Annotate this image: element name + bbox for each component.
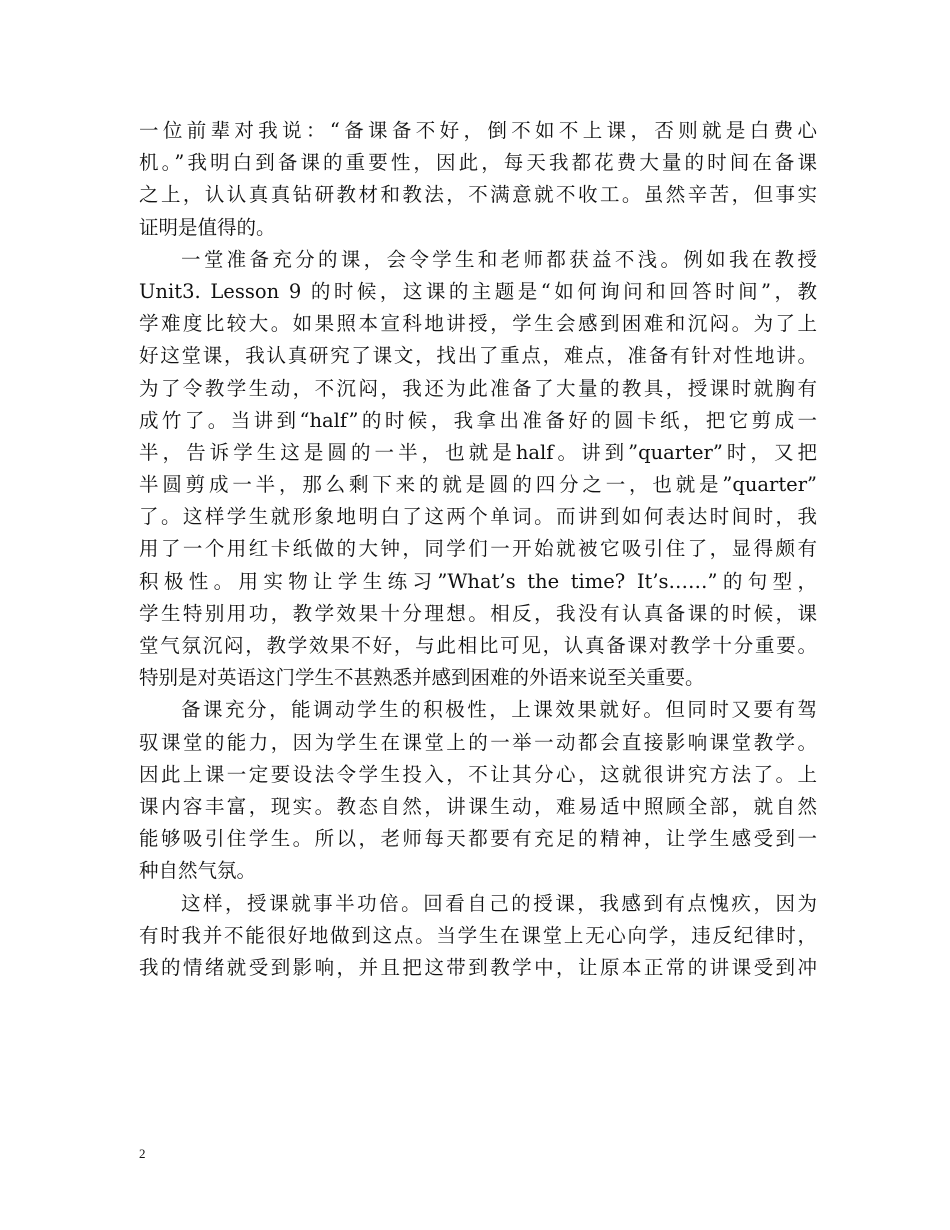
text-line: 堂气氛沉闷，教学效果不好，与此相比可见，认真备课对教学十分重要。 bbox=[139, 634, 817, 657]
text-line: 因此上课一定要设法令学生投入，不让其分心，这就很讲究方法了。上 bbox=[139, 762, 817, 786]
text-line: 我的情绪就受到影响，并且把这带到教学中，让原本正常的讲课受到冲 bbox=[139, 955, 817, 979]
paragraph bbox=[139, 694, 817, 887]
body-text bbox=[139, 115, 817, 984]
text-line: 备课充分，能调动学生的积极性，上课效果就好。但同时又要有驾 bbox=[181, 698, 817, 722]
text-line: 半，告诉学生这是圆的一半，也就是half。讲到”quarter”时，又把 bbox=[139, 440, 817, 464]
text-line: 之上，认认真真钻研教材和教法，不满意就不收工。虽然辛苦，但事实 bbox=[139, 183, 817, 207]
text-line: 有时我并不能很好地做到这点。当学生在课堂上无心向学，违反纪律时， bbox=[139, 923, 817, 947]
text-line: 积极性。用实物让学生练习”What’s the time? It’s……”的句型， bbox=[139, 569, 817, 593]
page-number: 2 bbox=[139, 1146, 146, 1161]
text-line: 这样，授课就事半功倍。回看自己的授课，我感到有点愧疚，因为 bbox=[181, 891, 817, 915]
text-line: 课内容丰富，现实。教态自然，讲课生动，难易适中照顾全部，就自然 bbox=[139, 794, 817, 818]
text-line: 了。这样学生就形象地明白了这两个单词。而讲到如何表达时间时，我 bbox=[139, 505, 817, 529]
text-line: 一位前辈对我说：“备课备不好，倒不如不上课，否则就是白费心 bbox=[139, 119, 817, 142]
text-line: 证明是值得的。 bbox=[139, 215, 276, 239]
text-line: 机。”我明白到备课的重要性，因此，每天我都花费大量的时间在备课 bbox=[139, 151, 817, 175]
text-line: 能够吸引住学生。所以，老师每天都要有充足的精神，让学生感受到一 bbox=[139, 827, 817, 851]
text-line: 一堂准备充分的课，会令学生和老师都获益不浅。例如我在教授 bbox=[181, 247, 817, 271]
text-line: 用了一个用红卡纸做的大钟，同学们一开始就被它吸引住了，显得颇有 bbox=[139, 537, 817, 561]
text-line: 学生特别用功，教学效果十分理想。相反，我没有认真备课的时候，课 bbox=[139, 601, 817, 625]
paragraph bbox=[139, 115, 817, 244]
text-line: 种自然气氛。 bbox=[139, 859, 257, 883]
text-line: 好这堂课，我认真研究了课文，找出了重点，难点，准备有针对性地讲。 bbox=[139, 344, 817, 368]
text-line: 为了令教学生动，不沉闷，我还为此准备了大量的教具，授课时就胸有 bbox=[139, 376, 817, 400]
text-line: 学难度比较大。如果照本宣科地讲授，学生会感到困难和沉闷。为了上 bbox=[139, 312, 817, 336]
text-line: 成竹了。当讲到“half”的时候，我拿出准备好的圆卡纸，把它剪成一 bbox=[139, 408, 817, 432]
paragraph bbox=[139, 888, 817, 985]
text-line: 驭课堂的能力，因为学生在课堂上的一举一动都会直接影响课堂教学。 bbox=[139, 730, 817, 754]
paragraph bbox=[139, 244, 817, 695]
text-line: 特别是对英语这门学生不甚熟悉并感到困难的外语来说至关重要。 bbox=[139, 666, 705, 690]
text-line: 半圆剪成一半，那么剩下来的就是圆的四分之一，也就是”quarter” bbox=[139, 473, 817, 497]
text-line: Unit3. Lesson 9 的时候，这课的主题是“如何询问和回答时间”，教 bbox=[139, 279, 817, 303]
